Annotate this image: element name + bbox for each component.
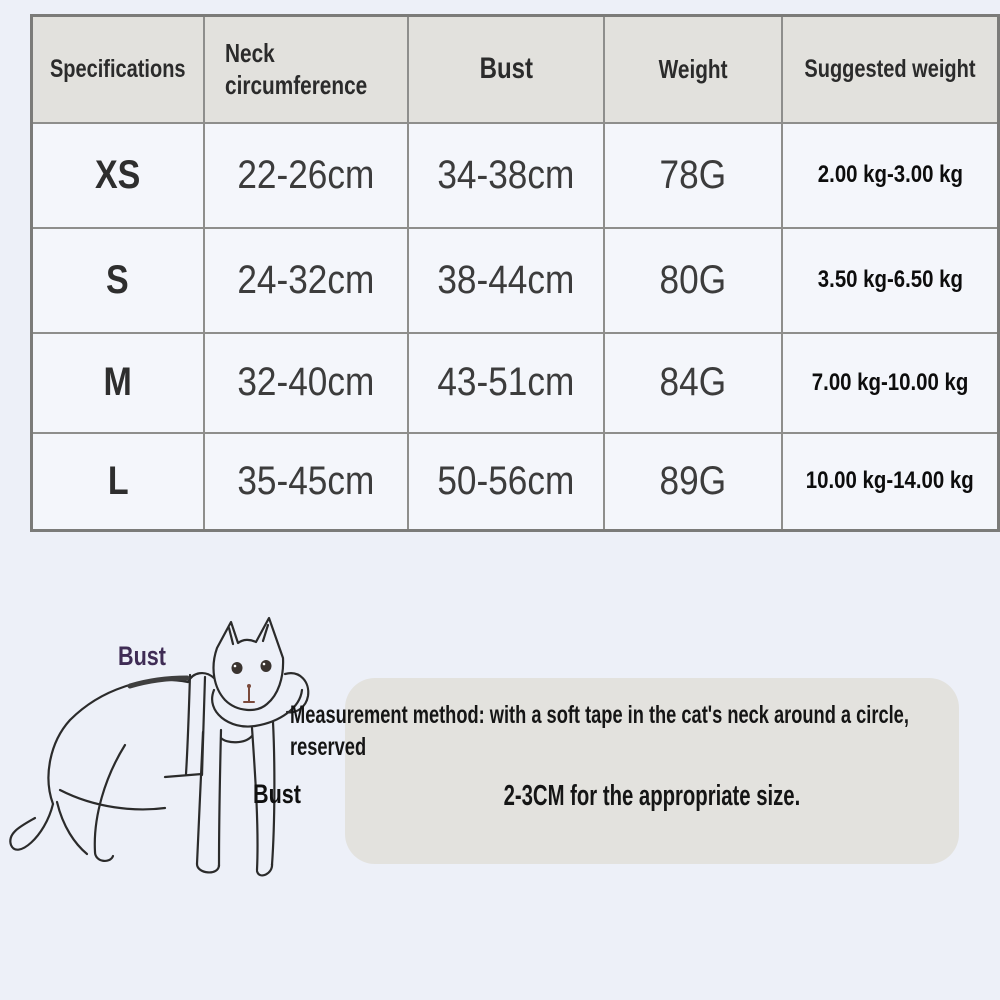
size-chart-table: [30, 14, 1000, 532]
cell-weight: 89G: [604, 433, 782, 531]
cell-neck: 22-26cm: [204, 123, 408, 228]
bust-label-upper: Bust: [118, 641, 166, 671]
cell-size: XS: [32, 123, 204, 228]
cell-size: M: [32, 333, 204, 433]
bust-label-lower: Bust: [253, 779, 301, 809]
header-weight-label: Weight: [658, 53, 728, 84]
measurement-note-line2: reserved: [290, 733, 367, 761]
table-row-m: [32, 333, 999, 433]
header-neck-circumference: [204, 16, 408, 123]
header-neck-label: Neck circumference: [224, 37, 367, 101]
cell-neck: 24-32cm: [204, 228, 408, 333]
header-weight: [604, 16, 782, 123]
cell-neck: 32-40cm: [204, 333, 408, 433]
header-specifications-label: Specifications: [49, 54, 186, 83]
cat-line-drawing-icon: [5, 612, 335, 878]
cell-bust: 43-51cm: [408, 333, 605, 433]
cell-size: L: [32, 433, 204, 531]
cell-bust: 34-38cm: [408, 123, 605, 228]
header-suggested-weight: [782, 16, 998, 123]
header-suggested-label: Suggested weight: [804, 54, 976, 83]
header-specifications: [32, 16, 204, 123]
cell-suggested: 7.00 kg-10.00 kg: [782, 333, 998, 433]
header-bust: [408, 16, 605, 123]
table-header-row: [32, 16, 999, 123]
header-bust-label: Bust: [479, 52, 533, 86]
cell-bust: 38-44cm: [408, 228, 605, 333]
cell-bust: 50-56cm: [408, 433, 605, 531]
cell-size: S: [32, 228, 204, 333]
cell-suggested: 3.50 kg-6.50 kg: [782, 228, 998, 333]
cell-neck: 35-45cm: [204, 433, 408, 531]
table-row-xs: [32, 123, 999, 228]
cell-weight: 84G: [604, 333, 782, 433]
cell-weight: 80G: [604, 228, 782, 333]
measurement-note-line3: 2-3CM for the appropriate size.: [503, 780, 801, 812]
table-row-l: [32, 433, 999, 531]
measurement-note-line1: Measurement method: with a soft tape in the cat's neck around a circle,: [290, 701, 909, 729]
cell-suggested: 10.00 kg-14.00 kg: [782, 433, 998, 531]
cat-illustration: [5, 612, 335, 878]
cell-weight: 78G: [604, 123, 782, 228]
table-row-s: [32, 228, 999, 333]
cell-suggested: 2.00 kg-3.00 kg: [782, 123, 998, 228]
